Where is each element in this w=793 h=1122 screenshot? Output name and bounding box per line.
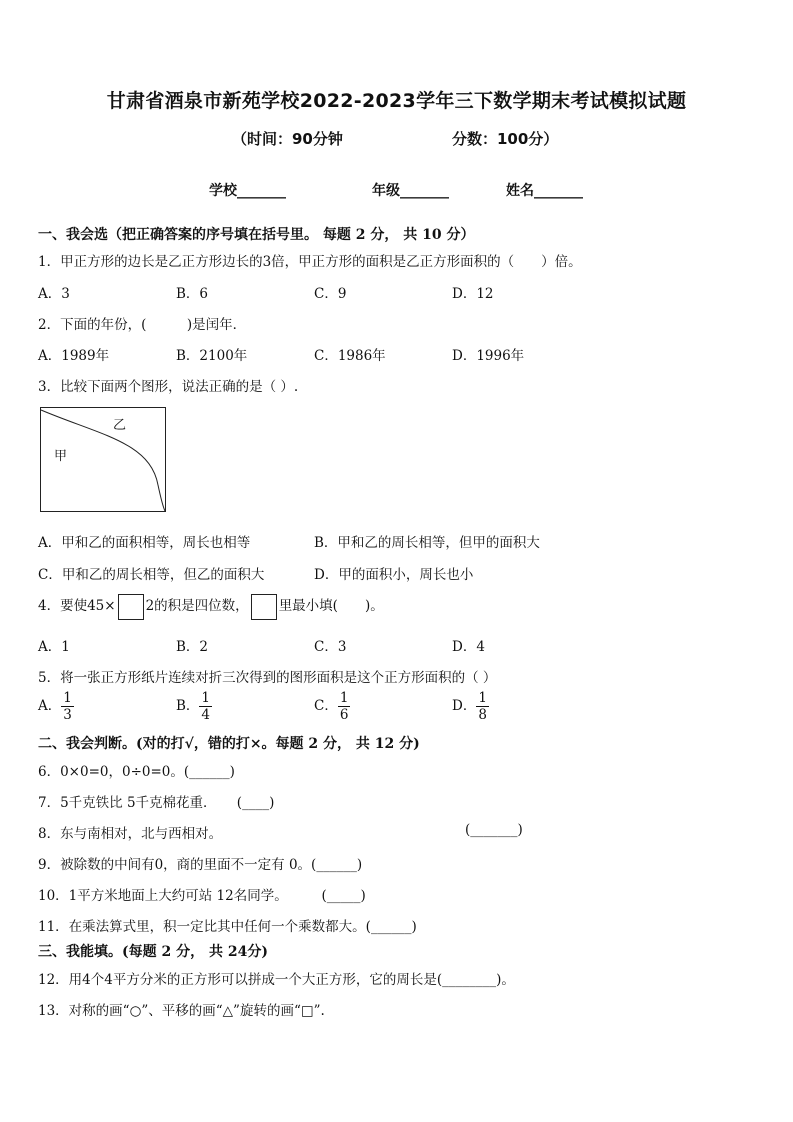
q4-stem-part2: 2的积是四位数， [145,598,249,614]
section-1-heading: 一、我会选（把正确答案的序号填在括号里。 每题 2 分， 共 10 分） [38,227,475,243]
q1-stem: 1．甲正方形的边长是乙正方形边长的3倍，甲正方形的面积是乙正方形面积的（ ）倍。 [38,254,582,270]
q4-option-c: C．3 [314,639,347,655]
q4-stem-part1: 4．要使45× [38,598,116,614]
q5-option-a-label: A． [38,698,62,714]
q4-blank-box-1 [118,594,144,620]
q5-option-d-label: D． [452,698,477,714]
q4-option-a: A．1 [38,639,70,655]
q3-option-d: D．甲的面积小，周长也小 [314,567,474,583]
section-2-heading: 二、我会判断。(对的打√，错的打×。每题 2 分， 共 12 分) [38,736,420,752]
q2-option-c: C．1986年 [314,348,386,364]
exam-time: （时间：90分钟 [232,130,343,148]
name-field: 姓名_______ [506,183,583,199]
q8-answer-blank: (_______) [465,822,523,838]
q3-figure [40,407,167,513]
fraction [61,690,74,723]
q4-option-b: B．2 [176,639,209,655]
q3-option-c: C．甲和乙的周长相等，但乙的面积大 [38,567,265,583]
q8-stem: 8．东与南相对，北与西相对。 [38,826,223,842]
section-3-heading: 三、我能填。(每题 2 分， 共 24分) [38,944,268,960]
figure-label-yi: 乙 [113,418,127,433]
q1-option-a: A．3 [38,286,70,302]
q4-option-d: D．4 [452,639,485,655]
q4-stem-part3: 里最小填( )。 [278,598,384,614]
fraction [476,690,489,723]
figure-label-jia: 甲 [54,449,68,464]
q3-option-a: A．甲和乙的面积相等，周长也相等 [38,535,251,551]
q5-option-c [314,690,350,723]
fraction-numerator: 1 [63,690,72,706]
q2-option-d: D．1996年 [452,348,525,364]
q1-option-d: D．12 [452,286,494,302]
q5-option-b [176,690,212,723]
fraction-denominator: 6 [339,707,349,723]
q5-stem: 5．将一张正方形纸片连续对折三次得到的图形面积是这个正方形面积的（ ） [38,670,497,686]
q3-stem: 3．比较下面两个图形，说法正确的是（ ）. [38,379,299,395]
q1-option-b: B．6 [176,286,209,302]
q5-option-a [38,690,74,723]
q5-option-c-label: C． [314,698,338,714]
fraction-denominator: 3 [63,707,72,723]
q9-stem: 9．被除数的中间有0，商的里面不一定有 0。(______) [38,857,363,873]
school-field: 学校_______ [209,183,286,199]
q11-stem: 11．在乘法算式里，积一定比其中任何一个乘数都大。(______) [38,919,417,935]
q4-stem [38,593,384,620]
q5-option-b-label: B． [176,698,200,714]
q2-stem: 2．下面的年份，( )是闰年． [38,317,247,333]
q7-stem: 7．5千克铁比 5千克棉花重． (____) [38,795,275,811]
q1-option-c: C．9 [314,286,347,302]
fraction-numerator: 1 [478,690,487,706]
q4-blank-box-2 [251,594,277,620]
fraction-numerator: 1 [201,690,211,706]
page-title: 甘肃省酒泉市新苑学校2022-2023学年三下数学期末考试模拟试题 [106,90,687,112]
q13-stem: 13．对称的画“○”、平移的画“△”旋转的画“□”. [38,1003,325,1019]
fraction-denominator: 4 [201,707,211,723]
exam-score: 分数：100分） [452,130,559,148]
grade-field: 年级_______ [372,183,449,199]
q2-option-b: B．2100年 [176,348,248,364]
fraction-numerator: 1 [339,690,349,706]
q10-stem: 10．1平方米地面上大约可站 12名同学。 (_____) [38,888,366,904]
q5-option-d [452,690,489,723]
fraction-denominator: 8 [478,707,487,723]
q2-option-a: A．1989年 [38,348,110,364]
fraction [338,690,351,723]
fraction [199,690,212,723]
q3-option-b: B．甲和乙的周长相等，但甲的面积大 [314,535,540,551]
q6-stem: 6．0×0=0，0÷0=0。(______) [38,764,235,780]
q12-stem: 12．用4个4平方分米的正方形可以拼成一个大正方形，它的周长是(________)。 [38,972,515,988]
